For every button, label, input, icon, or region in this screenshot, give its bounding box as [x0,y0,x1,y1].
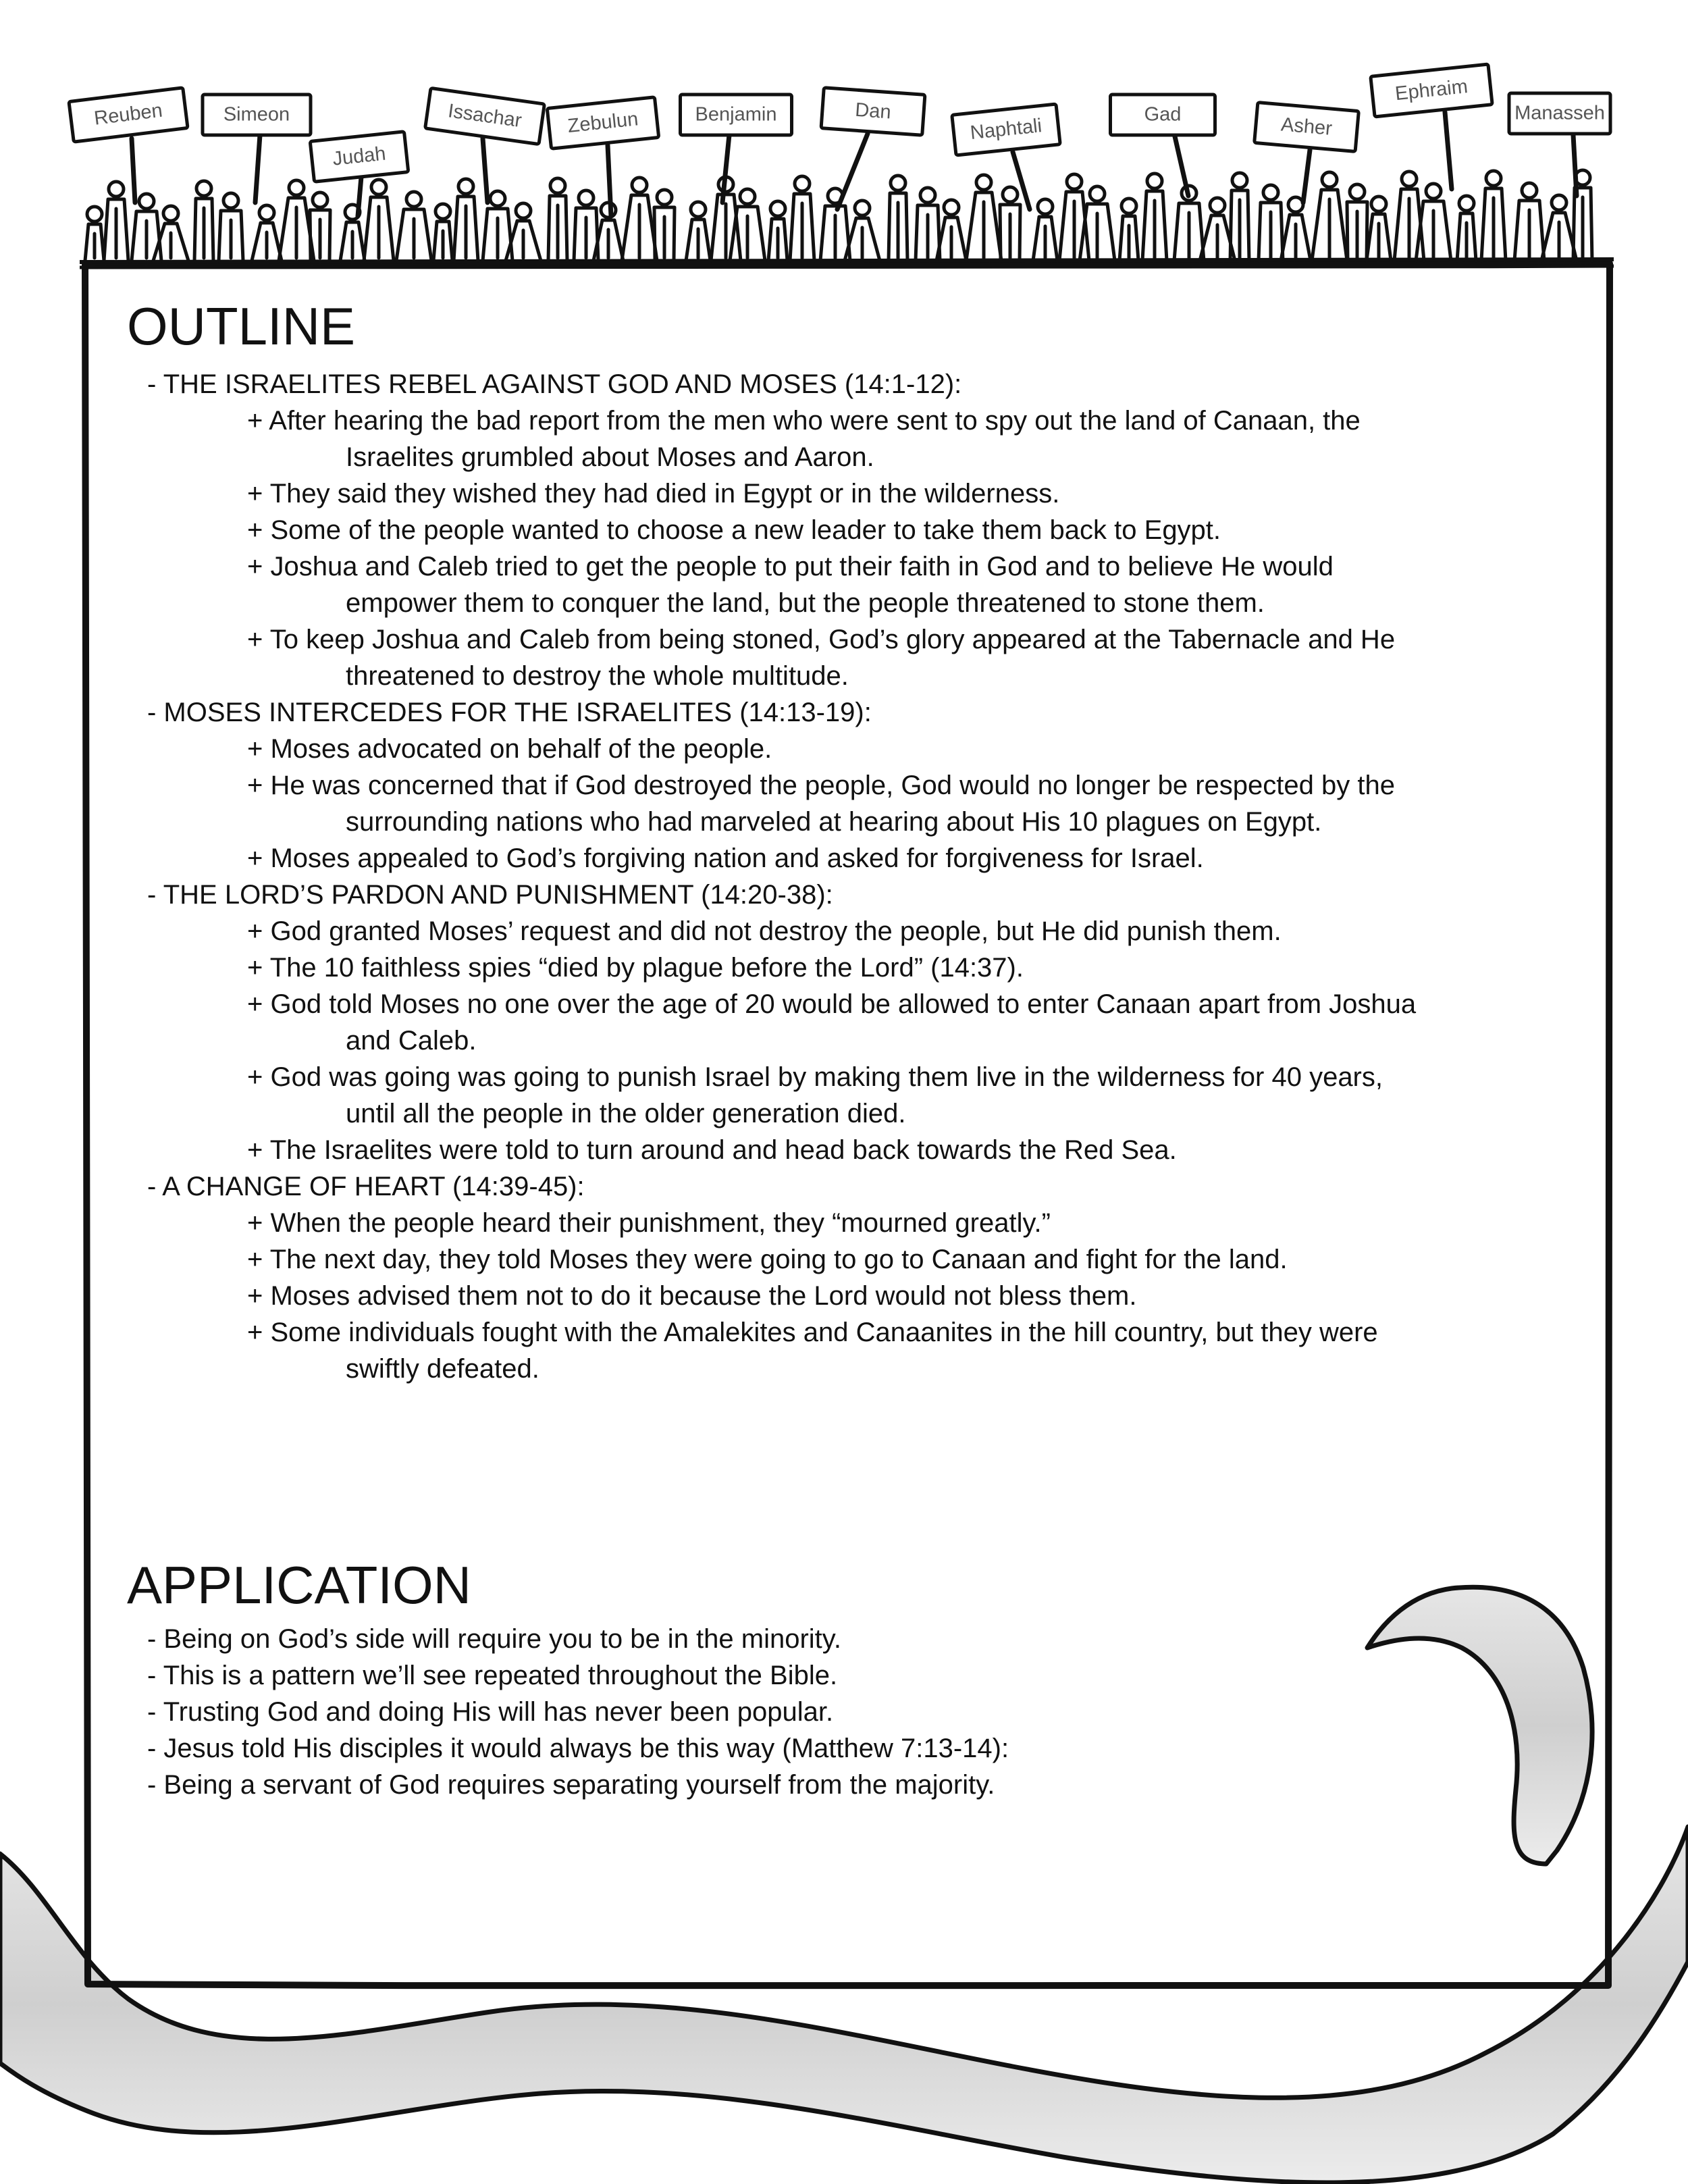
outline-line: + After hearing the bad report from the men who were sent to spy out the land of Canaan, the [247,406,1361,436]
outline-line: + To keep Joshua and Caleb from being stoned, God’s glory appeared at the Tabernacle and He [247,625,1396,654]
outline-line: - A CHANGE OF HEART (14:39-45): [147,1172,585,1201]
person-figure [1457,196,1476,261]
tribe-name: Gad [1144,103,1182,126]
application-line: - Trusting God and doing His will has never been popular. [147,1697,834,1727]
sign-pole [837,134,868,209]
person-figure [1481,171,1506,261]
tribe-name: Dan [854,99,892,124]
tribe-name: Manasseh [1514,102,1605,124]
tribe-name: Zebulun [566,108,639,138]
tribe-sign [310,132,408,182]
tribe-sign [952,104,1060,155]
outline-line: surrounding nations who had marveled at hearing about His 10 plagues on Egypt. [346,807,1322,837]
tribe-sign [425,88,545,144]
tribe-name: Naphtali [969,115,1043,145]
person-figure [1259,185,1283,261]
sign-pole [1445,112,1452,189]
outline-line: - THE ISRAELITES REBEL AGAINST GOD AND MOSES (14:1-12): [147,369,962,399]
person-figure [1347,184,1367,261]
outline-list [0,366,1416,1387]
person-figure [1514,183,1544,261]
outline-line: - MOSES INTERCEDES FOR THE ISRAELITES (14:13-19): [147,698,872,727]
sign-pole [358,177,361,216]
outline-line: + God was going was going to punish Israel by making them live in the wilderness for 40 years, [247,1062,1383,1092]
person-figure [916,188,940,261]
sign-pole [483,138,487,203]
tribe-name: Judah [332,142,387,170]
tribe-sign [203,95,311,135]
sign-pole [1303,150,1310,203]
person-figure [654,190,675,261]
outline-line: swiftly defeated. [346,1354,539,1384]
person-figure [1142,174,1167,261]
person-figure [1416,184,1451,261]
sign-pole [1175,136,1188,196]
person-figure [252,205,282,261]
outline-line: Israelites grumbled about Moses and Aaron. [346,442,874,472]
outline-line: + The Israelites were told to turn around and head back towards the Red Sea. [247,1135,1177,1165]
outline-line: + They said they wished they had died in Egypt or in the wilderness. [247,479,1060,509]
sign-pole [1573,135,1577,196]
person-figure [966,175,1001,261]
person-figure [1281,197,1311,261]
person-figure [1394,172,1424,261]
person-figure [85,207,104,261]
tribe-sign [547,97,658,149]
person-figure [433,204,452,261]
person-figure [1312,172,1347,261]
outline-line: + Some individuals fought with the Amalekites and Canaanites in the hill country, but they were [247,1318,1378,1347]
outline-line: + The next day, they told Moses they were going to go to Canaan and fight for the land. [247,1245,1288,1274]
tribe-sign [1509,93,1610,134]
tribe-name: Benjamin [695,103,777,126]
outline-line: + When the people heard their punishment, they “mourned greatly.” [247,1208,1051,1238]
person-figure [790,176,814,261]
tribe-name: Reuben [93,99,164,130]
person-figure [454,179,478,261]
person-figure [1541,195,1577,261]
tribe-sign [1255,103,1359,152]
application-line: - Jesus told His disciples it would always be this way (Matthew 7:13-14): [147,1734,1009,1763]
person-figure [889,176,907,261]
outline-line: - THE LORD’S PARDON AND PUNISHMENT (14:20-38): [147,880,833,910]
outline-line: + Joshua and Caleb tried to get the people to put their faith in God and to believe He would [247,552,1334,581]
tribe-sign [821,88,925,135]
person-figure [364,180,394,261]
person-figure [194,181,213,261]
person-figure [1367,197,1391,261]
outline-line: threatened to destroy the whole multitude. [346,661,849,691]
tribe-sign [1111,95,1215,135]
person-figure [820,188,850,261]
outline-line: + Moses advised them not to do it because the Lord would not bless them. [247,1281,1137,1311]
tribe-sign [1371,64,1492,117]
outline-line: + Moses advocated on behalf of the people. [247,734,772,764]
application-line: - Being a servant of God requires separating yourself from the majority. [147,1770,995,1800]
outline-line: + Some of the people wanted to choose a new leader to take them back to Egypt. [247,515,1221,545]
application-line: - Being on God’s side will require you to be in the minority. [147,1624,841,1654]
person-figure [622,178,657,261]
sign-pole [255,135,260,203]
tribe-name: Ephraim [1394,76,1469,105]
person-figure [219,193,243,261]
outline-line: + He was concerned that if God destroyed the people, God would no longer be respected by the [247,771,1395,800]
outline-heading: OUTLINE [127,296,356,356]
outline-line: until all the people in the older generation died. [346,1099,906,1128]
crowd-illustration [85,170,1592,261]
outline-line: + God told Moses no one over the age of 20 would be allowed to enter Canaan apart from Joshua [247,989,1417,1019]
tribe-name: Simeon [223,103,290,126]
application-line: - This is a pattern we’ll see repeated throughout the Bible. [147,1661,838,1690]
person-figure [1080,186,1115,261]
outline-line: empower them to conquer the land, but the people threatened to stone them. [346,588,1265,618]
person-figure [548,178,567,261]
tribe-sign [681,95,792,135]
person-figure [686,202,710,261]
person-figure [1033,199,1057,261]
person-figure [768,201,787,261]
tribe-sign [69,88,188,142]
application-list [0,1621,1009,1803]
person-figure [104,182,128,261]
person-figure [1119,199,1138,261]
outline-line: + The 10 faithless spies “died by plague before the Lord” (14:37). [247,953,1024,983]
outline-line: and Caleb. [346,1026,477,1056]
person-figure [1000,187,1020,261]
sign-pole [608,145,611,216]
application-heading: APPLICATION [127,1555,472,1615]
tribe-name: Asher [1280,113,1334,140]
tribe-name: Issachar [446,100,523,132]
sign-pole [132,138,135,203]
person-figure [340,205,365,261]
person-figure [396,192,431,261]
outline-line: + Moses appealed to God’s forgiving nation and asked for forgiveness for Israel. [247,843,1204,873]
outline-line: + God granted Moses’ request and did not destroy the people, but He did punish them. [247,916,1282,946]
